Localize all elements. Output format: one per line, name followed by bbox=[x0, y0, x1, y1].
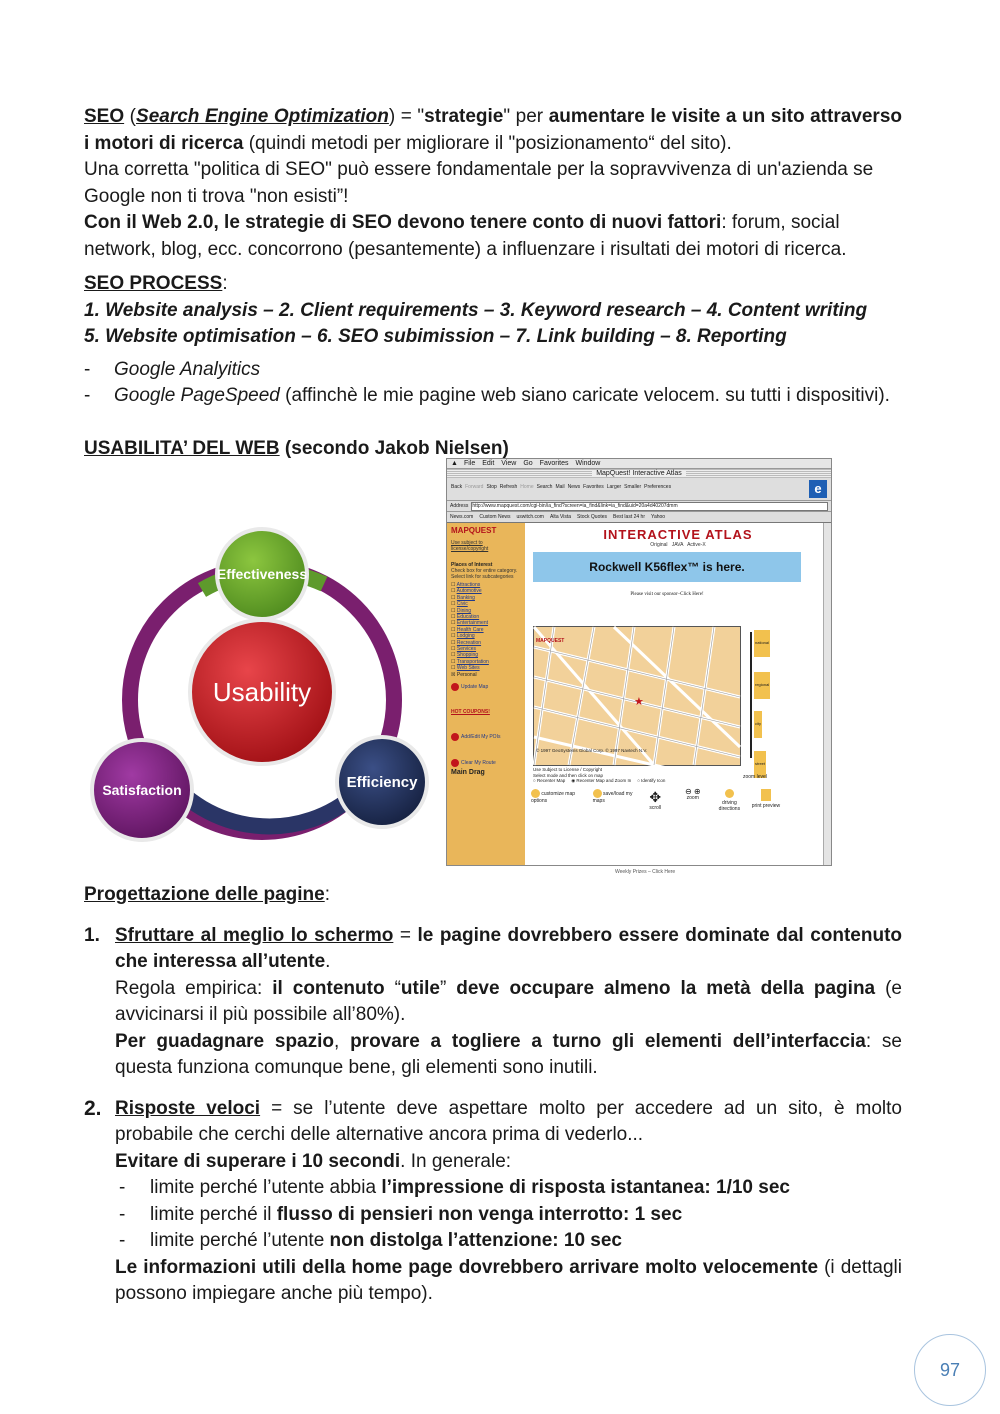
text-fragment: limite perché l’utente abbia bbox=[150, 1177, 382, 1198]
sponsor-ad[interactable]: Rockwell K56flex™ is here. bbox=[533, 552, 801, 582]
category-item[interactable]: ☐ Transportation bbox=[451, 658, 489, 665]
apple-icon: ▲ bbox=[451, 460, 458, 467]
satisfaction-label: Satisfaction bbox=[102, 782, 182, 798]
text-fragment: : se questa funziona comunque bene, gli elementi sono inutili. bbox=[115, 1030, 902, 1078]
figures-row bbox=[84, 462, 902, 882]
bold-text: Risposte veloci bbox=[115, 1097, 261, 1119]
favorites-bar bbox=[447, 512, 831, 523]
zoom-level-label[interactable]: city bbox=[754, 711, 762, 738]
favorite-link[interactable]: News.com bbox=[450, 513, 474, 520]
design-item-2 bbox=[84, 1096, 902, 1308]
print-preview-button[interactable] bbox=[751, 789, 781, 812]
text-fragment: (i dettagli possono impiegare anche più tempo). bbox=[115, 1256, 902, 1304]
text-fragment: " per bbox=[503, 106, 549, 127]
button-label: zoom bbox=[686, 795, 699, 801]
section-title: USABILITA’ DEL WEB bbox=[84, 437, 280, 459]
text-fragment: ( bbox=[124, 106, 137, 127]
mode-options bbox=[533, 778, 783, 784]
forward-button[interactable]: Forward bbox=[465, 483, 484, 490]
text-fragment: . In generale: bbox=[400, 1150, 512, 1172]
text-fragment: (quindi metodi per migliorare il "posizionamento“ del sito). bbox=[243, 132, 732, 154]
seo-process-line-1: 1. Website analysis – 2. Client requirements – 3. Keyword research – 4. Content writing bbox=[84, 299, 868, 321]
places-title: Places of Interest bbox=[451, 562, 493, 568]
zoom-level-label[interactable]: street bbox=[754, 751, 766, 778]
map-watermark: MAPQUEST bbox=[536, 638, 565, 644]
stop-button[interactable]: Stop bbox=[486, 483, 497, 490]
zoom-track bbox=[750, 632, 752, 758]
menu-item[interactable]: File bbox=[463, 460, 476, 467]
mapquest-logo: MAPQUEST bbox=[451, 526, 497, 535]
item-1-head bbox=[115, 923, 902, 976]
item-2-head bbox=[115, 1096, 902, 1149]
zoom-level-label[interactable]: regional bbox=[754, 672, 770, 699]
mode-radio[interactable]: ○ Recenter Map bbox=[533, 778, 566, 783]
category-link[interactable]: Dining bbox=[456, 607, 472, 614]
category-item[interactable]: ☐ Dining bbox=[451, 607, 472, 614]
category-link[interactable]: Civic bbox=[456, 601, 468, 608]
category-item[interactable]: ☐ Health Care bbox=[451, 626, 484, 633]
list-item bbox=[119, 1228, 902, 1255]
category-item[interactable]: ☐ Attractions bbox=[451, 582, 481, 588]
map-copyright: © 1997 GeoSystems Global Corp. © 1997 Navtech N.V. bbox=[536, 747, 648, 753]
category-item[interactable]: ☐ Services bbox=[451, 646, 477, 653]
search-button[interactable]: Search bbox=[536, 483, 553, 490]
category-link[interactable]: Shopping bbox=[456, 652, 479, 659]
bold-text: deve occupare almeno la metà della pagina bbox=[446, 977, 876, 999]
favorite-link[interactable]: Yahoo bbox=[651, 513, 666, 520]
button-dot-icon bbox=[593, 789, 602, 798]
atlas-main bbox=[525, 523, 831, 875]
directions-button[interactable] bbox=[713, 789, 745, 812]
text-fragment: = se l’utente deve aspettare molto per accedere ad un sito, è molto probabile che cerchi delle alternative ancora prima di vederlo... bbox=[115, 1097, 902, 1145]
category-link[interactable]: Education bbox=[456, 614, 480, 621]
button-dot-icon bbox=[531, 789, 540, 798]
item-1-space bbox=[115, 1029, 902, 1082]
bold-text: Sfruttare al meglio lo schermo bbox=[115, 924, 394, 946]
button-dot-icon bbox=[725, 789, 734, 798]
item-1-rule bbox=[115, 976, 902, 1029]
save-load-button[interactable] bbox=[593, 789, 633, 812]
text-fragment: : forum, social network, blog, ecc. concorrono (pesantemente) a influenzare i risultati dei motori di ricerca. bbox=[84, 212, 847, 260]
favorite-link[interactable]: uswitch.com bbox=[516, 513, 544, 520]
text-fragment: (e avvicinarsi il più possibile all’80%). bbox=[115, 977, 902, 1025]
scrollbar[interactable] bbox=[823, 523, 831, 865]
item-number: 2. bbox=[84, 1096, 102, 1120]
back-button[interactable]: Back bbox=[451, 483, 463, 490]
bold-text: flusso di pensieri non venga interrotto: 1 sec bbox=[276, 1203, 683, 1225]
bold-text: Con il Web 2.0, le strategie di SEO devono tenere conto di nuovi fattori bbox=[84, 212, 722, 233]
home-button[interactable]: Home bbox=[520, 483, 534, 490]
main-drag-link[interactable]: Main Drag bbox=[451, 769, 485, 777]
compass-icon: ✥ bbox=[649, 789, 662, 805]
button-label: save/load my maps bbox=[592, 790, 633, 804]
smaller-button[interactable]: Smaller bbox=[624, 483, 642, 490]
text-fragment: . bbox=[325, 951, 331, 972]
mode-instruction: Select mode and then click on map bbox=[533, 772, 604, 778]
bold-text: secondo Jakob Nielsen bbox=[291, 437, 503, 459]
category-item[interactable]: ☐ Civic bbox=[451, 601, 468, 608]
menu-item[interactable]: Go bbox=[523, 460, 533, 467]
category-link[interactable]: Banking bbox=[456, 594, 475, 601]
text-fragment: Regola empirica: bbox=[115, 977, 273, 999]
button-label: customize map options bbox=[531, 790, 576, 804]
list-item bbox=[119, 1202, 902, 1229]
map-tools bbox=[531, 789, 781, 812]
browser-toolbar bbox=[447, 478, 831, 501]
text-fragment: , bbox=[334, 1030, 351, 1052]
section-title: SEO PROCESS bbox=[84, 273, 223, 294]
favorites-button[interactable]: Favorites bbox=[583, 483, 604, 490]
list-item bbox=[84, 383, 902, 410]
text-fragment: limite perché il bbox=[150, 1203, 277, 1225]
design-heading bbox=[84, 882, 902, 909]
text-fragment: “ bbox=[394, 977, 401, 999]
category-item[interactable]: ☐ Recreation bbox=[451, 639, 482, 646]
list-item bbox=[84, 357, 902, 384]
seo-term: SEO bbox=[84, 106, 125, 127]
item-2-avoid bbox=[115, 1149, 902, 1176]
mode-label: Identify Icon bbox=[641, 778, 666, 783]
bold-text: Per guadagnare spazio bbox=[115, 1030, 335, 1052]
button-dot-icon bbox=[451, 733, 459, 741]
seo-process-line-2: 5. Website optimisation – 6. SEO subimission – 7. Link building – 8. Reporting bbox=[84, 326, 787, 347]
print-icon bbox=[761, 789, 771, 801]
category-link[interactable]: Transportation bbox=[456, 658, 489, 665]
usability-label: Usability bbox=[212, 677, 312, 707]
seo-term-full: Search Engine Optimization bbox=[136, 106, 389, 127]
menu-bar bbox=[447, 459, 831, 469]
bold-text: Evitare di superare i 10 secondi bbox=[115, 1150, 401, 1172]
design-item-1 bbox=[84, 923, 902, 1082]
mail-button[interactable]: Mail bbox=[555, 483, 565, 490]
favorite-link[interactable]: Stock Quotes bbox=[577, 513, 608, 520]
customize-button[interactable] bbox=[531, 789, 587, 812]
button-label: Add/Edit My POIs bbox=[461, 734, 501, 741]
license-note: Use Subject to License / Copyright bbox=[533, 767, 603, 772]
button-label: Clear My Route bbox=[461, 760, 496, 767]
mode-label: Recenter Map bbox=[536, 778, 566, 783]
url-input[interactable]: http://www.mapquest.com/cgi-bin/ia_find?screen=ia_find&link=ia_find&uid=20a4d40207dmm bbox=[471, 502, 828, 511]
text-fragment: = bbox=[393, 924, 418, 946]
bold-text: il contenuto bbox=[272, 977, 395, 999]
category-item[interactable]: ☒ Personal bbox=[451, 671, 477, 678]
larger-button[interactable]: Larger bbox=[606, 483, 622, 490]
mode-label: Recenter Map and Zoom In bbox=[576, 778, 632, 783]
text-fragment: (affinchè le mie pagine web siano caricate velocem. su tutti i dispositivi). bbox=[279, 385, 890, 406]
map-mode-panel bbox=[533, 767, 783, 784]
preferences-button[interactable]: Preferences bbox=[644, 483, 672, 490]
clear-route-button[interactable] bbox=[451, 759, 521, 767]
category-list bbox=[451, 582, 521, 678]
category-item[interactable]: ☐ Banking bbox=[451, 594, 475, 601]
text-fragment: : bbox=[324, 884, 330, 905]
news-button[interactable]: News bbox=[567, 483, 581, 490]
license-link[interactable]: Use subject to license/copyright bbox=[451, 540, 489, 552]
category-link[interactable]: Entertainment bbox=[456, 620, 489, 627]
refresh-button[interactable]: Refresh bbox=[499, 483, 518, 490]
page-content bbox=[84, 104, 902, 1308]
mode-radio[interactable]: ○ Identify Icon bbox=[637, 778, 666, 783]
sponsor-link[interactable]: Please visit our sponsor–Click Here! bbox=[630, 592, 704, 597]
mapquest-screenshot bbox=[446, 458, 832, 875]
category-link[interactable]: Services bbox=[456, 646, 477, 653]
category-link[interactable]: Attractions bbox=[456, 582, 481, 588]
update-map-button[interactable] bbox=[451, 683, 521, 691]
text-fragment: ) bbox=[502, 437, 509, 459]
places-note: Check box for entire category. Select link for subcategories bbox=[451, 568, 518, 580]
button-dot-icon bbox=[451, 759, 459, 767]
seo-definition bbox=[84, 104, 902, 157]
seo-tools-list bbox=[84, 357, 902, 410]
prizes-link[interactable]: Weekly Prizes – Click Here bbox=[615, 869, 676, 875]
seo-paragraph-3 bbox=[84, 210, 902, 263]
address-label: Address bbox=[450, 502, 469, 509]
category-link[interactable]: Web Sites bbox=[456, 665, 480, 672]
mode-radio[interactable]: ◉ Recenter Map and Zoom In bbox=[571, 778, 632, 783]
category-link[interactable]: Health Care bbox=[456, 626, 484, 633]
atlas-banner-sub: Original JAVA Active-X bbox=[650, 542, 706, 548]
location-star-icon: ★ bbox=[634, 696, 644, 708]
ie-logo-icon: e bbox=[809, 480, 827, 498]
text-fragment: ” bbox=[439, 977, 447, 999]
favorite-link[interactable]: Alta Vista bbox=[549, 513, 572, 520]
category-link[interactable]: Personal bbox=[456, 671, 477, 678]
category-item[interactable]: ☐ Entertainment bbox=[451, 620, 489, 627]
category-link[interactable]: Lodging bbox=[456, 633, 475, 640]
page-number: 97 bbox=[914, 1334, 986, 1406]
bold-text: Le informazioni utili della home page dovrebbero arrivare molto velocemente bbox=[115, 1256, 819, 1278]
button-label: driving directions bbox=[718, 800, 741, 812]
bold-text: l’impressione di risposta istantanea: 1/10 sec bbox=[381, 1177, 790, 1198]
category-link[interactable]: Automotive bbox=[456, 588, 482, 595]
seo-paragraph-2: Una corretta "politica di SEO" può essere fondamentale per la sopravvivenza di un'azienda se Google non ti trova "non esisti”! bbox=[84, 159, 874, 207]
zoom-level-caption: zoom level bbox=[743, 774, 767, 780]
text-fragment: : bbox=[222, 273, 228, 294]
text-fragment: ) = " bbox=[388, 106, 425, 127]
bold-text: non distolga l’attenzione: 10 sec bbox=[329, 1230, 622, 1251]
tool-name: Google Analyitics bbox=[114, 358, 261, 380]
zoom-plus-minus-icon: ⊖ ⊕ bbox=[684, 787, 701, 796]
add-pois-button[interactable] bbox=[451, 733, 521, 741]
section-title: Progettazione delle pagine bbox=[84, 884, 325, 905]
bold-text: strategie bbox=[424, 106, 504, 127]
text-fragment: limite perché l’utente bbox=[150, 1230, 330, 1251]
atlas-banner-title: INTERACTIVE ATLAS bbox=[603, 527, 753, 542]
bold-text: aumentare le visite a un sito attraverso i motori di ricerca bbox=[84, 106, 903, 154]
text-fragment: ( bbox=[279, 437, 292, 459]
scroll-control[interactable] bbox=[638, 789, 672, 812]
zoom-control[interactable] bbox=[678, 789, 708, 812]
mapquest-sidebar bbox=[447, 523, 525, 865]
tool-name: Google PageSpeed bbox=[114, 385, 280, 406]
bold-text: utile bbox=[400, 977, 440, 999]
limits-list bbox=[115, 1175, 902, 1255]
category-item[interactable]: ☐ Shopping bbox=[451, 652, 479, 659]
button-dot-icon bbox=[451, 683, 459, 691]
category-link[interactable]: Recreation bbox=[456, 639, 482, 646]
usability-diagram bbox=[84, 512, 434, 862]
street-map[interactable] bbox=[533, 626, 741, 766]
button-label: Update Map bbox=[461, 684, 489, 691]
zoom-level-label[interactable]: national bbox=[754, 630, 770, 657]
browser-content bbox=[447, 523, 831, 875]
category-item[interactable]: ☐ Web Sites bbox=[451, 665, 480, 672]
bold-text: le pagine dovrebbero essere dominate dal contenuto che interessa all’utente bbox=[115, 924, 903, 972]
category-item[interactable]: ☐ Lodging bbox=[451, 633, 475, 640]
efficiency-label: Efficiency bbox=[346, 774, 418, 791]
favorite-link[interactable]: Custom News bbox=[479, 513, 511, 520]
menu-item[interactable]: Favorites bbox=[539, 460, 569, 467]
item-number: 1. bbox=[84, 924, 100, 946]
menu-item[interactable]: Edit bbox=[482, 460, 495, 467]
item-2-info bbox=[115, 1255, 902, 1308]
hot-coupons-link[interactable]: HOT COUPONS! bbox=[451, 709, 490, 716]
menu-item[interactable]: Window bbox=[575, 460, 601, 467]
menu-item[interactable]: View bbox=[501, 460, 517, 467]
bold-text: provare a togliere a turno gli elementi dell’interfaccia bbox=[350, 1030, 866, 1052]
button-label: scroll bbox=[649, 805, 662, 811]
list-item bbox=[119, 1175, 902, 1202]
button-label: print preview bbox=[751, 803, 781, 809]
seo-process-heading bbox=[84, 271, 902, 298]
category-item[interactable]: ☐ Automotive bbox=[451, 588, 482, 595]
category-item[interactable]: ☐ Education bbox=[451, 614, 480, 621]
effectiveness-label: Effectiveness bbox=[216, 566, 308, 582]
zoom-level-control[interactable] bbox=[743, 626, 786, 780]
window-title: MapQuest! Interactive Atlas bbox=[592, 470, 686, 477]
favorite-link[interactable]: Best last 24 hr bbox=[613, 513, 645, 520]
